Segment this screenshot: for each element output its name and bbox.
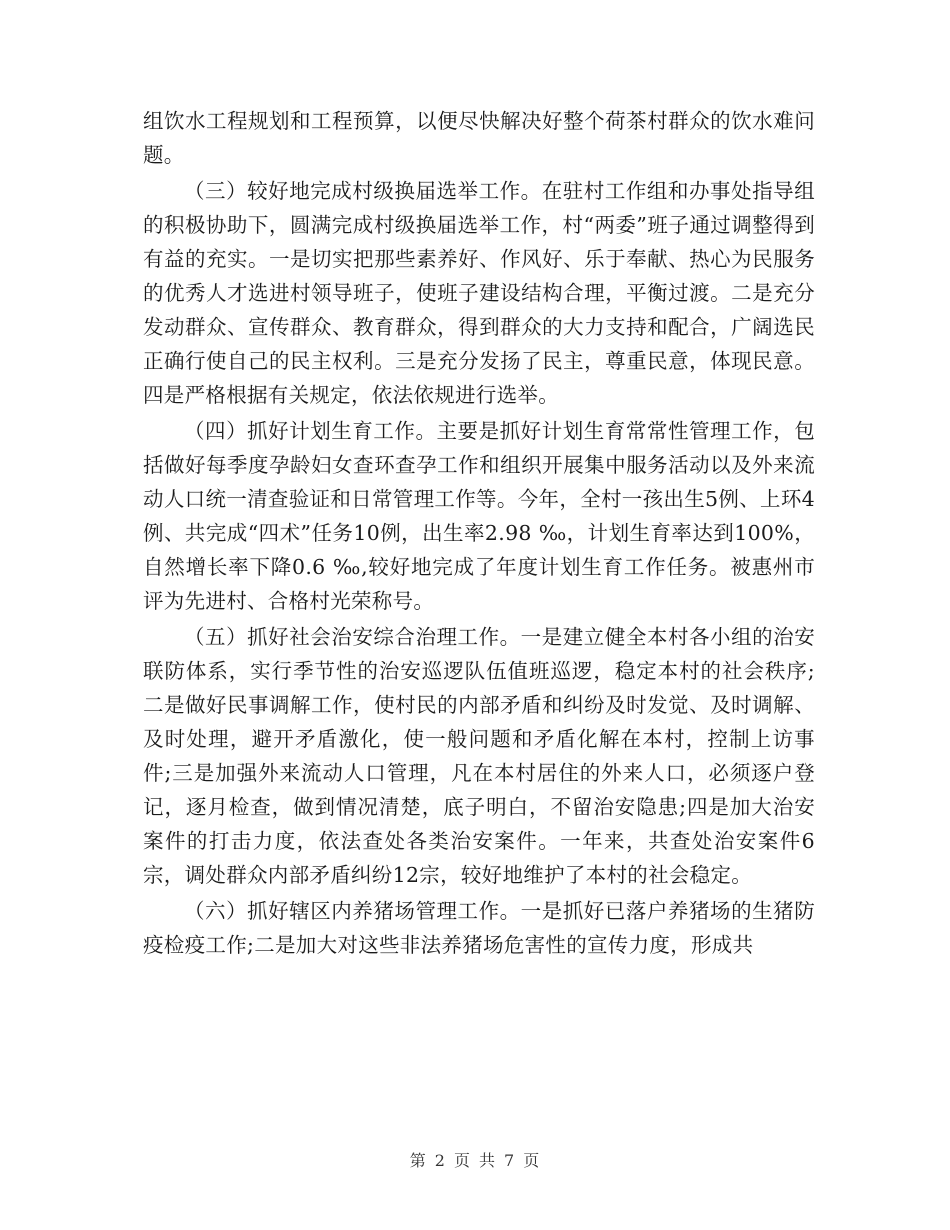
paragraph-4: （五）抓好社会治安综合治理工作。一是建立健全本村各小组的治安联防体系，实行季节性的治安巡逻队伍值班巡逻，稳定本村的社会秩序;二是做好民事调解工作，使村民的内部矛盾和纠纷及时发觉、及时调解、及时处理，避开矛盾激化，使一般问题和矛盾化解在本村，控制上访事件;三是加强外来流动人口管理，凡在本村居住的外来人口，必须逐户登记，逐月检查，做到情况清楚，底子明白，不留治安隐患;四是加大治安案件的打击力度，依法查处各类治安案件。一年来，共查处治安案件6宗，调处群众内部矛盾纠纷12宗，较好地维护了本村的社会稳定。	[143, 625, 815, 887]
footer-total-pages: 7	[504, 1151, 516, 1170]
footer-prefix: 第	[409, 1151, 427, 1170]
footer-current-page: 2	[434, 1151, 446, 1170]
footer-mid1: 页	[453, 1151, 471, 1170]
paragraph-1: 组饮水工程规划和工程预算，以便尽快解决好整个荷茶村群众的饮水难问题。	[143, 109, 815, 167]
paragraph-3: （四）抓好计划生育工作。主要是抓好计划生育常常性管理工作，包括做好每季度孕龄妇女查环查孕工作和组织开展集中服务活动以及外来流动人口统一清查验证和日常管理工作等。今年，全村一孩出生5例、上环4例、共完成“四术”任务10例，出生率2.98 ‰，计划生育率达到100%，自然增长率下降0.6 ‰,较好地完成了年度计划生育工作任务。被惠州市评为先进村、合格村光荣称号。	[143, 419, 815, 613]
footer-mid2: 共	[479, 1151, 497, 1170]
paragraph-5: （六）抓好辖区内养猪场管理工作。一是抓好已落户养猪场的生猪防疫检疫工作;二是加大对这些非法养猪场危害性的宣传力度，形成共	[143, 899, 815, 957]
document-body	[143, 104, 815, 964]
page-footer	[0, 1148, 950, 1171]
paragraph-2: （三）较好地完成村级换届选举工作。在驻村工作组和办事处指导组的积极协助下，圆满完成村级换届选举工作，村“两委”班子通过调整得到有益的充实。一是切实把那些素养好、作风好、乐于奉献、热心为民服务的优秀人才选进村领导班子，使班子建设结构合理，平衡过渡。二是充分发动群众、宣传群众、教育群众，得到群众的大力支持和配合，广阔选民正确行使自己的民主权利。三是充分发扬了民主，尊重民意，体现民意。四是严格根据有关规定，依法依规进行选举。	[143, 179, 815, 407]
footer-suffix: 页	[523, 1151, 541, 1170]
